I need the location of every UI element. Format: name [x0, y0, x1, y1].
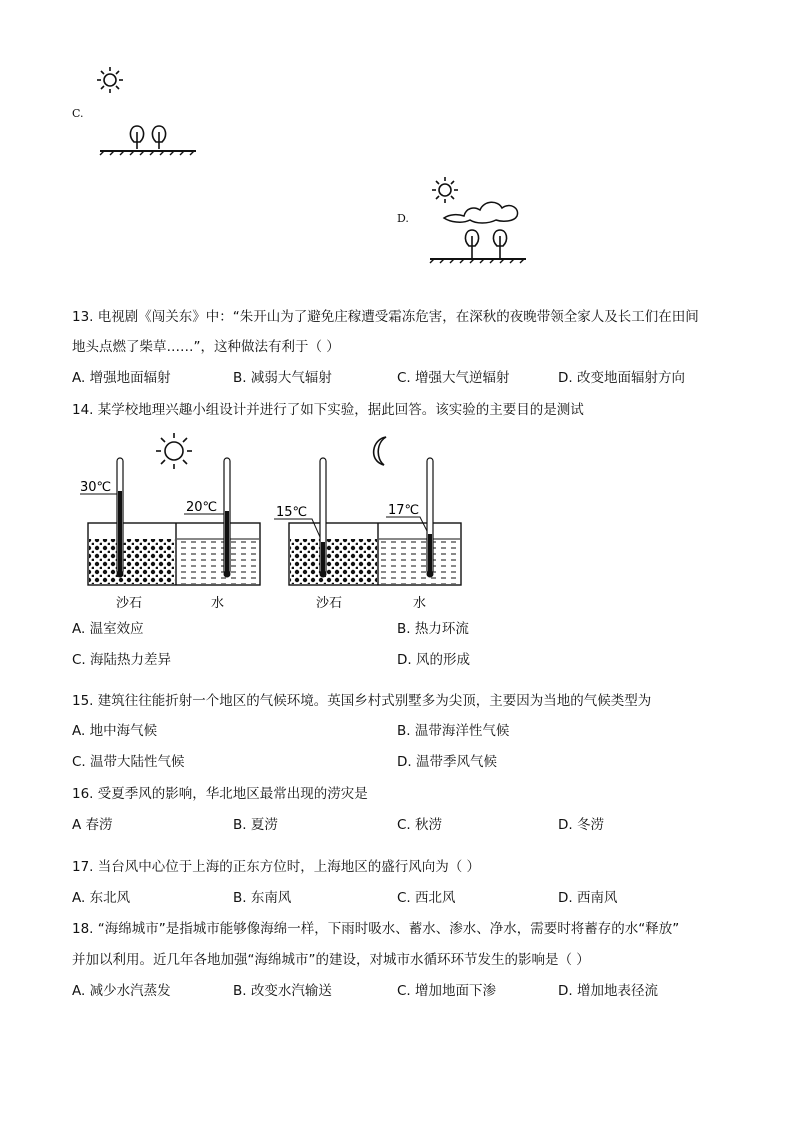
left-water-thermometer — [224, 458, 231, 578]
q15-option-c[interactable]: C. 温带大陆性气候 — [72, 754, 185, 770]
ground-icon — [430, 259, 526, 263]
right-sand-thermometer — [320, 458, 327, 578]
q18-option-a[interactable]: A. 减少水汽蒸发 — [72, 983, 171, 999]
q18-option-c[interactable]: C. 增加地面下渗 — [397, 983, 497, 999]
option-c-label: C. — [72, 107, 84, 120]
left-sand-thermometer — [117, 458, 124, 578]
q17-stem: 17. 当台风中心位于上海的正东方位时，上海地区的盛行风向为（ ） — [72, 859, 481, 875]
q14-option-c[interactable]: C. 海陆热力差异 — [72, 652, 172, 668]
sun-icon — [97, 67, 123, 93]
q15-option-d[interactable]: D. 温带季风气候 — [397, 754, 497, 770]
sunny-with-cloud-illustration — [426, 174, 531, 266]
option-d-label: D. — [397, 212, 409, 225]
sunny-no-cloud-illustration — [96, 64, 206, 159]
right-sand-fill — [290, 539, 377, 584]
left-water-fill — [177, 539, 259, 584]
trees-icon — [465, 230, 506, 258]
trees-icon — [130, 126, 165, 149]
q13-stem-line2: 地头点燃了柴草……”，这种做法有利于（ ） — [72, 339, 340, 355]
experiment-figure — [70, 425, 470, 615]
q16-option-a[interactable]: A 春涝 — [72, 817, 113, 833]
left-sand-temp: 30℃ — [80, 480, 112, 495]
right-water-fill — [379, 539, 460, 584]
q16-option-b[interactable]: B. 夏涝 — [233, 817, 278, 833]
right-water-label: 水 — [413, 596, 427, 611]
q17-option-d[interactable]: D. 西南风 — [558, 890, 618, 906]
cloud-icon — [444, 202, 518, 223]
ground-icon — [100, 151, 196, 155]
left-water-label: 水 — [211, 596, 225, 611]
q15-option-b[interactable]: B. 温带海洋性气候 — [397, 723, 510, 739]
right-sand-label: 沙石 — [316, 596, 343, 611]
q14-stem: 14. 某学校地理兴趣小组设计并进行了如下实验，据此回答。该实验的主要目的是测试 — [72, 402, 584, 418]
q17-option-c[interactable]: C. 西北风 — [397, 890, 456, 906]
q16-option-d[interactable]: D. 冬涝 — [558, 817, 604, 833]
sun-icon — [156, 433, 192, 469]
q18-stem-line1: 18. “海绵城市”是指城市能够像海绵一样，下雨时吸水、蓄水、渗水、净水，需要时将蓄存的水“释放” — [72, 921, 680, 937]
q13-option-c[interactable]: C. 增强大气逆辐射 — [397, 370, 510, 386]
q13-option-d[interactable]: D. 改变地面辐射方向 — [558, 370, 685, 386]
right-sand-temp: 15℃ — [276, 505, 308, 520]
q15-option-a[interactable]: A. 地中海气候 — [72, 723, 158, 739]
q15-stem: 15. 建筑往往能折射一个地区的气候环境。英国乡村式别墅多为尖顶，主要因为当地的气候类型为 — [72, 693, 652, 709]
q16-option-c[interactable]: C. 秋涝 — [397, 817, 443, 833]
sun-icon — [432, 177, 458, 203]
moon-icon — [374, 437, 386, 465]
q18-option-b[interactable]: B. 改变水汽输送 — [233, 983, 332, 999]
left-sand-label: 沙石 — [116, 596, 143, 611]
q14-option-a[interactable]: A. 温室效应 — [72, 621, 144, 637]
q18-stem-line2: 并加以利用。近几年各地加强“海绵城市”的建设，对城市水循环环节发生的影响是（ ） — [72, 952, 590, 968]
q13-option-a[interactable]: A. 增强地面辐射 — [72, 370, 171, 386]
left-water-temp: 20℃ — [186, 500, 218, 515]
left-sand-fill — [89, 539, 175, 584]
q18-option-d[interactable]: D. 增加地表径流 — [558, 983, 658, 999]
right-water-thermometer — [427, 458, 434, 578]
right-water-temp: 17℃ — [388, 503, 420, 518]
q14-option-d[interactable]: D. 风的形成 — [397, 652, 470, 668]
q16-stem: 16. 受夏季风的影响，华北地区最常出现的涝灾是 — [72, 786, 368, 802]
q14-option-b[interactable]: B. 热力环流 — [397, 621, 469, 637]
q13-option-b[interactable]: B. 减弱大气辐射 — [233, 370, 332, 386]
q17-option-b[interactable]: B. 东南风 — [233, 890, 292, 906]
q13-stem-line1: 13. 电视剧《闯关东》中：“朱开山为了避免庄稼遭受霜冻危害，在深秋的夜晚带领全家人及长工们在田间 — [72, 309, 699, 325]
q17-option-a[interactable]: A. 东北风 — [72, 890, 131, 906]
